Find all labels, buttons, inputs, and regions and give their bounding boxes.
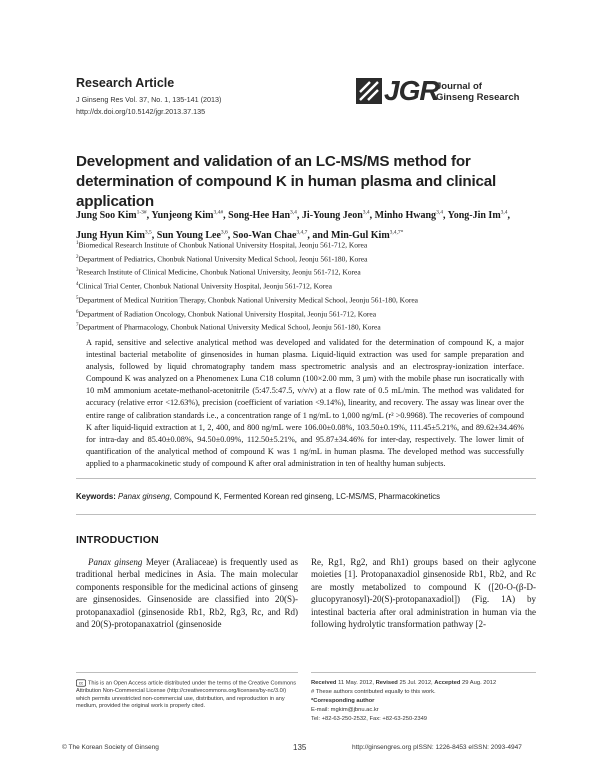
- affiliation-list: [76, 238, 536, 334]
- article-dates: [311, 672, 536, 724]
- divider: [76, 514, 536, 515]
- keywords: [76, 492, 536, 501]
- jgr-logo-mark-icon: [356, 78, 382, 104]
- divider: [76, 478, 536, 479]
- corresponding-phone: Tel: +82-63-250-2532, Fax: +82-63-250-2349: [311, 716, 428, 722]
- intro-column-left: [76, 556, 298, 630]
- abstract: A rapid, sensitive and selective analytical method was developed and validated for the determination of compound K, a major intestinal bacterial metabolite of ginsenosides in human plasma. Liquid-liquid extraction was used for sample preparation and analysis, followed by liquid chromatography tandem mass spectrometric analysis and an electrospray-ionization interface. Compound K was analyzed on a Phenomenex Luna C18 column (100×2.00 mm, 3 μm) with the mobile phase run isocratically with 10 mM ammonium acetate-methanol-acetonitrile (5:47.5:47.5, v/v/v) at a flow rate of 0.5 mL/min. The method was validated for accuracy (relative error <12.63%), precision (coefficient of variation <9.14%), linearity, and recovery. The assay was linear over the entire range of calibration standards i.e., a concentration range of 1 ng/mL to 1,000 ng/mL (r² >0.9968). The recoveries of compound K after liquid-liquid extraction at 1, 2, 400, and 800 ng/mL were 106.00±0.08%, 103.50±0.19%, 111.45±5.21%, and 89.62±34.46% for intra-day and 85.40±0.08%, 94.50±0.09%, 112.50±5.21%, and 95.87±34.46% for inter-day, respectively. The lower limit of quantification of the analytical method of compound K was 1 ng/mL in human plasma. The developed method was successfully applied to a pharmacokinetic study of compound K after oral administration in ten of healthy human subjects.: [86, 338, 524, 468]
- revised-date: 25 Jul. 2012,: [399, 680, 433, 686]
- intro-column-right: [311, 556, 536, 630]
- corresponding-email[interactable]: E-mail: mgkim@jbnu.ac.kr: [311, 707, 379, 713]
- affiliation: $^3$Research Institute of Clinical Medicine, Chonbuk National University, Jeonju 561-712, Korea: [76, 267, 361, 277]
- journal-name-line2: Ginseng Research: [436, 92, 520, 103]
- accepted-date: 29 Aug. 2012: [462, 680, 497, 686]
- keywords-rest: , Compound K, Fermented Korean red ginseng, LC-MS/MS, Pharmacokinetics: [169, 492, 441, 501]
- intro-right-text: Re, Rg1, Rg2, and Rh1) groups based on their aglycone moieties [1]. Protopanaxadiol ginsenoside Rb1, Rb2, and Rc are mostly metabolized to compound K ([20-O-(β-D-glucopyranosyl)-20(S)-protopanaxadiol]) (Fig. 1A) by intestinal bacteria after oral administration in human via the following hydrolytic transformation pathway [2-: [311, 557, 536, 630]
- affiliation: $^2$Department of Pediatrics, Chonbuk National University Medical School, Jeonju 561-180, Korea: [76, 254, 368, 264]
- author-name: Yunjeong Kim$^{3,4\#}$,: [151, 210, 229, 222]
- intro-left-text: Meyer (Araliaceae) is frequently used as traditional herbal medicines in Asia. The main molecular components responsible for the medicinal actions of ginseng are ginsenosides. Ginsenoside are classified into 20(S)-protopanaxadiol (ginsenoside Rb1, Rb2, Rg3, Rc, and Rd) and 20(S)-protopanaxatriol (ginsenoside: [76, 557, 298, 630]
- journal-name-line1: Journal of: [436, 81, 482, 92]
- article-type: Research Article: [76, 76, 175, 90]
- open-access-notice: [76, 672, 298, 711]
- article-title: Development and validation of an LC-MS/MS method for determination of compound K in human plasma and clinical application: [76, 153, 497, 210]
- contribution-note: # These authors contributed equally to this work.: [311, 689, 436, 695]
- open-access-text: This is an Open Access article distributed under the terms of the Creative Commons Attribution Non-Commercial License (http://creativecommons.org/licenses/by-nc/3.0/) which permits unrestricted non-commercial use, distribution, and reproduction in any medium, provided the original work is properly cited.: [76, 680, 296, 710]
- received-label: Received: [311, 680, 337, 686]
- keywords-label: Keywords:: [76, 492, 116, 501]
- affiliation: $^4$Clinical Trial Center, Chonbuk National University Hospital, Jeonju 561-712, Korea: [76, 281, 332, 291]
- affiliation: $^7$Department of Pharmacology, Chonbuk National University Medical School, Jeonju 561-180, Korea: [76, 322, 381, 332]
- intro-italic-term: Panax ginseng: [88, 557, 143, 567]
- svg-text:cc: cc: [78, 680, 84, 686]
- received-date: 11 May. 2012,: [338, 680, 374, 686]
- revised-label: Revised: [375, 680, 398, 686]
- footer-issn: http://ginsengres.org pISSN: 1226-8453 eISSN: 2093-4947: [352, 744, 522, 751]
- jgr-logo-letters: JGR: [384, 75, 439, 106]
- author-name: Ji-Young Jeon$^{3,4}$,: [301, 210, 375, 222]
- corresponding-author-label: *Corresponding author: [311, 698, 375, 704]
- journal-citation: J Ginseng Res Vol. 37, No. 1, 135-141 (2013): [76, 95, 222, 104]
- footer-copyright: © The Korean Society of Ginseng: [62, 744, 159, 751]
- keyword-italic: Panax ginseng: [118, 492, 170, 501]
- journal-logo: [356, 76, 526, 110]
- author-name: Sun Young Lee$^{3,6}$,: [156, 229, 233, 241]
- author-name: Minho Hwang$^{3,4}$,: [374, 210, 448, 222]
- affiliation: $^1$Biomedical Research Institute of Chonbuk National University Hospital, Jeonju 561-712, Korea: [76, 240, 368, 250]
- section-heading-introduction: INTRODUCTION: [76, 534, 159, 546]
- creative-commons-icon: [76, 679, 86, 687]
- author-name: Song-Hee Han$^{3,4}$,: [228, 210, 302, 222]
- author-name: Jung Hyun Kim$^{3,5}$,: [76, 229, 157, 241]
- page-number: 135: [293, 743, 307, 752]
- author-name: Yong-Jin Im$^{3,4}$,: [447, 210, 511, 222]
- accepted-label: Accepted: [434, 680, 461, 686]
- dates-line: [311, 679, 536, 688]
- author-name: Min-Gul Kim$^{3,4,7*}$: [331, 229, 404, 241]
- author-name: Jung Soo Kim$^{1-3\#}$,: [76, 210, 152, 222]
- author-name: Soo-Wan Chae$^{3,4,7}$, and: [232, 229, 332, 241]
- affiliation: $^5$Department of Medical Nutrition Therapy, Chonbuk National University Medical School, Jeonju 561-180, Korea: [76, 295, 419, 305]
- affiliation: $^6$Department of Radiation Oncology, Chonbuk National University Hospital, Jeonju 561-712, Korea: [76, 309, 377, 319]
- doi-link[interactable]: http://dx.doi.org/10.5142/jgr.2013.37.135: [76, 107, 206, 116]
